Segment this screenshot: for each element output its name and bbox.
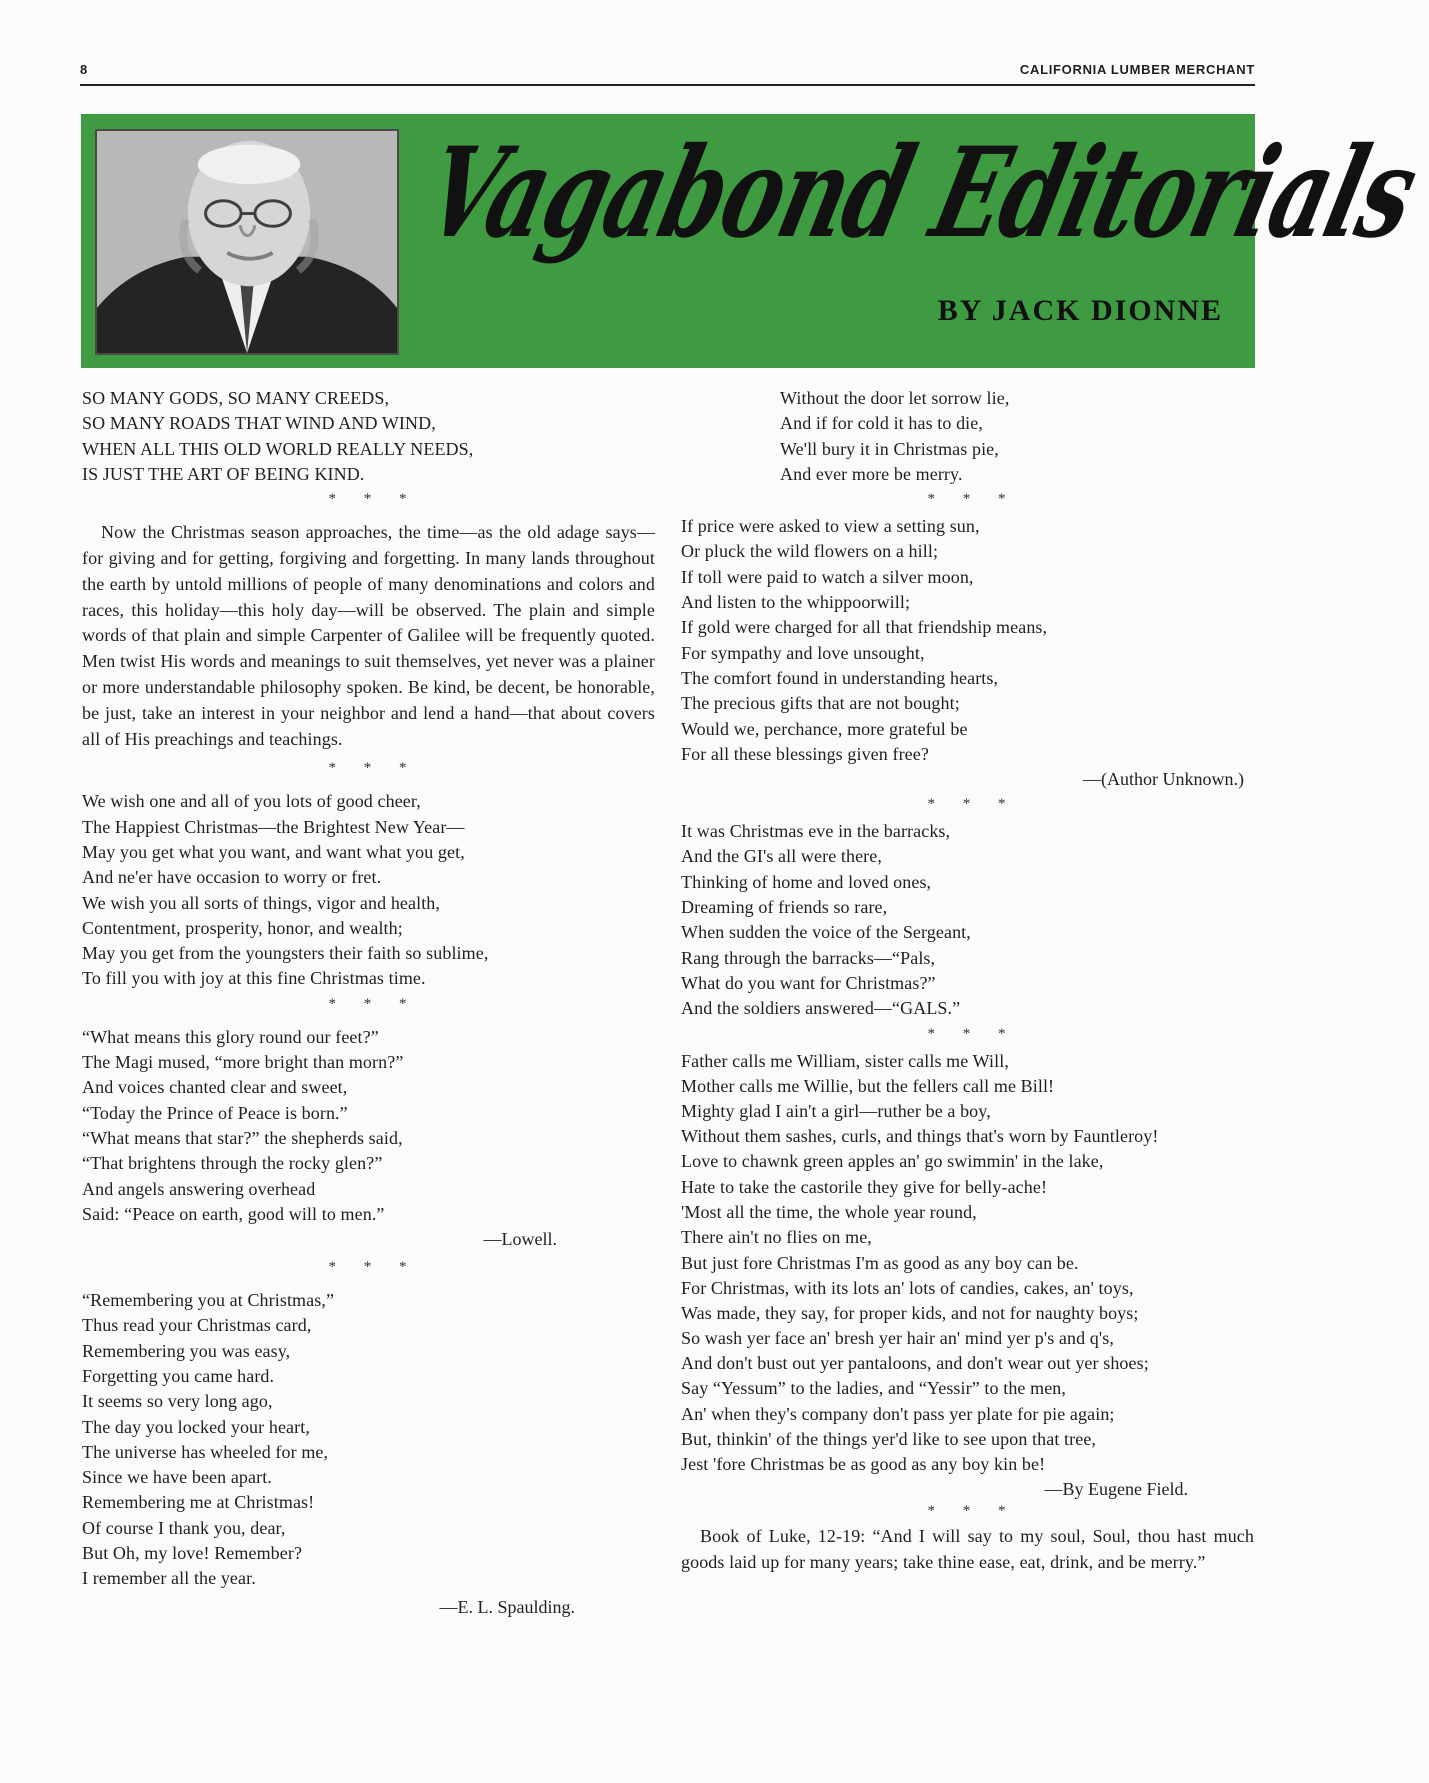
poem-line: It seems so very long ago,: [82, 1391, 273, 1412]
poem-line: For all these blessings given free?: [681, 743, 929, 764]
verse-line: SO MANY ROADS THAT WIND AND WIND,: [82, 413, 436, 434]
poem-line: If price were asked to view a setting sun,: [681, 516, 980, 537]
poem-line: But Oh, my love! Remember?: [82, 1543, 303, 1564]
poem-line: We wish you all sorts of things, vigor and health,: [82, 892, 441, 913]
poem-line: An' when they's company don't pass yer plate for pie again;: [681, 1403, 1115, 1424]
poem-line: And the soldiers answered—“GALS.”: [681, 998, 961, 1019]
barracks-poem: [681, 819, 1254, 1021]
poem-line: Thus read your Christmas card,: [82, 1315, 312, 1336]
price-poem: [681, 514, 1254, 792]
poem-line: For sympathy and love unsought,: [681, 642, 925, 663]
poem-line: Remembering me at Christmas!: [82, 1492, 315, 1513]
poem-line: Father calls me William, sister calls me Will,: [681, 1050, 1009, 1071]
author-byline: BY JACK DIONNE: [937, 294, 1223, 327]
editorial-banner: [81, 114, 1429, 368]
poem-line: Or pluck the wild flowers on a hill;: [681, 541, 939, 562]
poem-attribution: —Lowell.: [483, 1229, 557, 1250]
sorrow-verse: [681, 386, 1254, 487]
poem-line: Love to chawnk green apples an' go swimmin' in the lake,: [681, 1151, 1104, 1172]
section-separator: * * *: [328, 995, 419, 1012]
poem-line: And if for cold it has to die,: [780, 413, 983, 434]
poem-line: The day you locked your heart,: [82, 1416, 310, 1437]
section-separator: * * *: [927, 1025, 1018, 1042]
poem-line: “What means that star?” the shepherds said,: [82, 1127, 403, 1148]
poem-line: Jest 'fore Christmas be as good as any boy kin be!: [681, 1454, 1046, 1475]
page-header: [80, 56, 1255, 86]
poem-attribution: —E. L. Spaulding.: [439, 1596, 575, 1617]
poem-line: And ever more be merry.: [780, 463, 963, 484]
poem-line: The comfort found in understanding hearts,: [681, 667, 999, 688]
poem-line: Would we, perchance, more grateful be: [681, 718, 968, 739]
author-portrait: [95, 129, 399, 355]
poem-line: Remembering you was easy,: [82, 1340, 291, 1361]
banner-title: Vagabond Editorials: [412, 121, 1429, 266]
verse-line: WHEN ALL THIS OLD WORLD REALLY NEEDS,: [82, 438, 474, 459]
poem-line: Mighty glad I ain't a girl—ruther be a boy,: [681, 1101, 991, 1122]
poem-line: I remember all the year.: [82, 1568, 256, 1589]
page-number: 8: [80, 62, 88, 77]
poem-line: “What means this glory round our feet?”: [82, 1026, 379, 1047]
eugene-field-poem: [681, 1049, 1254, 1503]
poem-attribution: —By Eugene Field.: [1044, 1479, 1188, 1500]
poem-line: And angels answering overhead: [82, 1178, 316, 1199]
poem-line: The universe has wheeled for me,: [82, 1441, 329, 1462]
left-column: [82, 386, 655, 1620]
poem-line: And listen to the whippoorwill;: [681, 592, 911, 613]
poem-line: Contentment, prosperity, honor, and wealth;: [82, 917, 403, 938]
section-separator: * * *: [927, 491, 1018, 508]
poem-line: “Today the Prince of Peace is born.”: [82, 1102, 348, 1123]
poem-line: Say “Yessum” to the ladies, and “Yessir” to the men,: [681, 1378, 1066, 1399]
poem-line: Said: “Peace on earth, good will to men.”: [82, 1203, 385, 1224]
poem-line: It was Christmas eve in the barracks,: [681, 821, 951, 842]
section-separator: * * *: [927, 1503, 1018, 1520]
verse-line: SO MANY GODS, SO MANY CREEDS,: [82, 388, 390, 408]
poem-line: 'Most all the time, the whole year round,: [681, 1202, 977, 1223]
poem-line: “That brightens through the rocky glen?”: [82, 1153, 383, 1174]
caps-verse: [82, 386, 655, 487]
poem-line: The Magi mused, “more bright than morn?”: [82, 1052, 404, 1073]
section-separator: * * *: [328, 760, 419, 777]
poem-line: The precious gifts that are not bought;: [681, 693, 960, 714]
poem-line: And ne'er have occasion to worry or fret.: [82, 867, 382, 888]
section-separator: * * *: [927, 796, 1018, 813]
luke-quotation: Book of Luke, 12-19: “And I will say to my soul, Soul, thou hast much goods laid up for many years; take thine ease, eat, drink, and be merry.”: [681, 1526, 1254, 1573]
poem-line: Thinking of home and loved ones,: [681, 871, 932, 892]
spaulding-poem: [82, 1288, 655, 1620]
poem-line: Since we have been apart.: [82, 1467, 272, 1488]
poem-line: Mother calls me Willie, but the fellers call me Bill!: [681, 1075, 1055, 1096]
poem-line: If gold were charged for all that friendship means,: [681, 617, 1048, 638]
poem-line: “Remembering you at Christmas,”: [82, 1290, 335, 1311]
poem-line: When sudden the voice of the Sergeant,: [681, 922, 971, 943]
poem-line: And don't bust out yer pantaloons, and don't wear out yer shoes;: [681, 1353, 1149, 1374]
greeting-poem: [82, 789, 655, 991]
poem-line: Dreaming of friends so rare,: [681, 897, 888, 918]
poem-line: Hate to take the castorile they give for belly-ache!: [681, 1176, 1048, 1197]
poem-line: So wash yer face an' bresh yer hair an' mind yer p's and q's,: [681, 1327, 1114, 1348]
poem-line: The Happiest Christmas—the Brightest New Year—: [82, 816, 465, 837]
publication-name: CALIFORNIA LUMBER MERCHANT: [1019, 62, 1255, 77]
right-column: [681, 386, 1254, 1576]
poem-line: What do you want for Christmas?”: [681, 972, 936, 993]
poem-line: Rang through the barracks—“Pals,: [681, 947, 936, 968]
section-separator: * * *: [328, 1259, 419, 1276]
poem-line: Forgetting you came hard.: [82, 1366, 275, 1386]
poem-line: And voices chanted clear and sweet,: [82, 1077, 348, 1098]
lowell-poem: [82, 1025, 655, 1252]
portrait-image: [97, 131, 397, 353]
poem-line: But, thinkin' of the things yer'd like to see upon that tree,: [681, 1428, 1097, 1449]
christmas-essay: Now the Christmas season approaches, the time—as the old adage says—for giving and for getting, forgiving and forgetting. In many lands throughout the earth by untold millions of people of many denominations and colors and races, this holiday—this holy day—will be observed. The plain and simple words of that plain and simple Carpenter of Galilee will be frequently quoted. Men twist His words and meanings to suit themselves, yet never was a plainer or more understandable philosophy spoken. Be kind, be decent, be honorable, be just, take an interest in your neighbor and lend a hand—that about covers all of His preachings and teachings.: [82, 522, 655, 749]
section-separator: * * *: [328, 491, 419, 508]
poem-line: May you get what you want, and want what you get,: [82, 841, 465, 862]
poem-line: Without them sashes, curls, and things that's worn by Fauntleroy!: [681, 1126, 1159, 1147]
poem-line: May you get from the youngsters their faith so sublime,: [82, 943, 489, 964]
verse-line: IS JUST THE ART OF BEING KIND.: [82, 463, 365, 484]
poem-attribution: —(Author Unknown.): [1083, 769, 1244, 790]
poem-line: We wish one and all of you lots of good cheer,: [82, 791, 421, 812]
poem-line: Without the door let sorrow lie,: [780, 388, 1010, 408]
poem-line: For Christmas, with its lots an' lots of candies, cakes, an' toys,: [681, 1277, 1134, 1298]
poem-line: But just fore Christmas I'm as good as any boy can be.: [681, 1252, 1079, 1273]
poem-line: To fill you with joy at this fine Christmas time.: [82, 968, 426, 989]
poem-line: And the GI's all were there,: [681, 846, 882, 867]
poem-line: Was made, they say, for proper kids, and not for naughty boys;: [681, 1302, 1139, 1323]
poem-line: Of course I thank you, dear,: [82, 1517, 286, 1538]
poem-line: If toll were paid to watch a silver moon,: [681, 566, 974, 587]
poem-line: There ain't no flies on me,: [681, 1227, 872, 1248]
poem-line: We'll bury it in Christmas pie,: [780, 438, 999, 459]
